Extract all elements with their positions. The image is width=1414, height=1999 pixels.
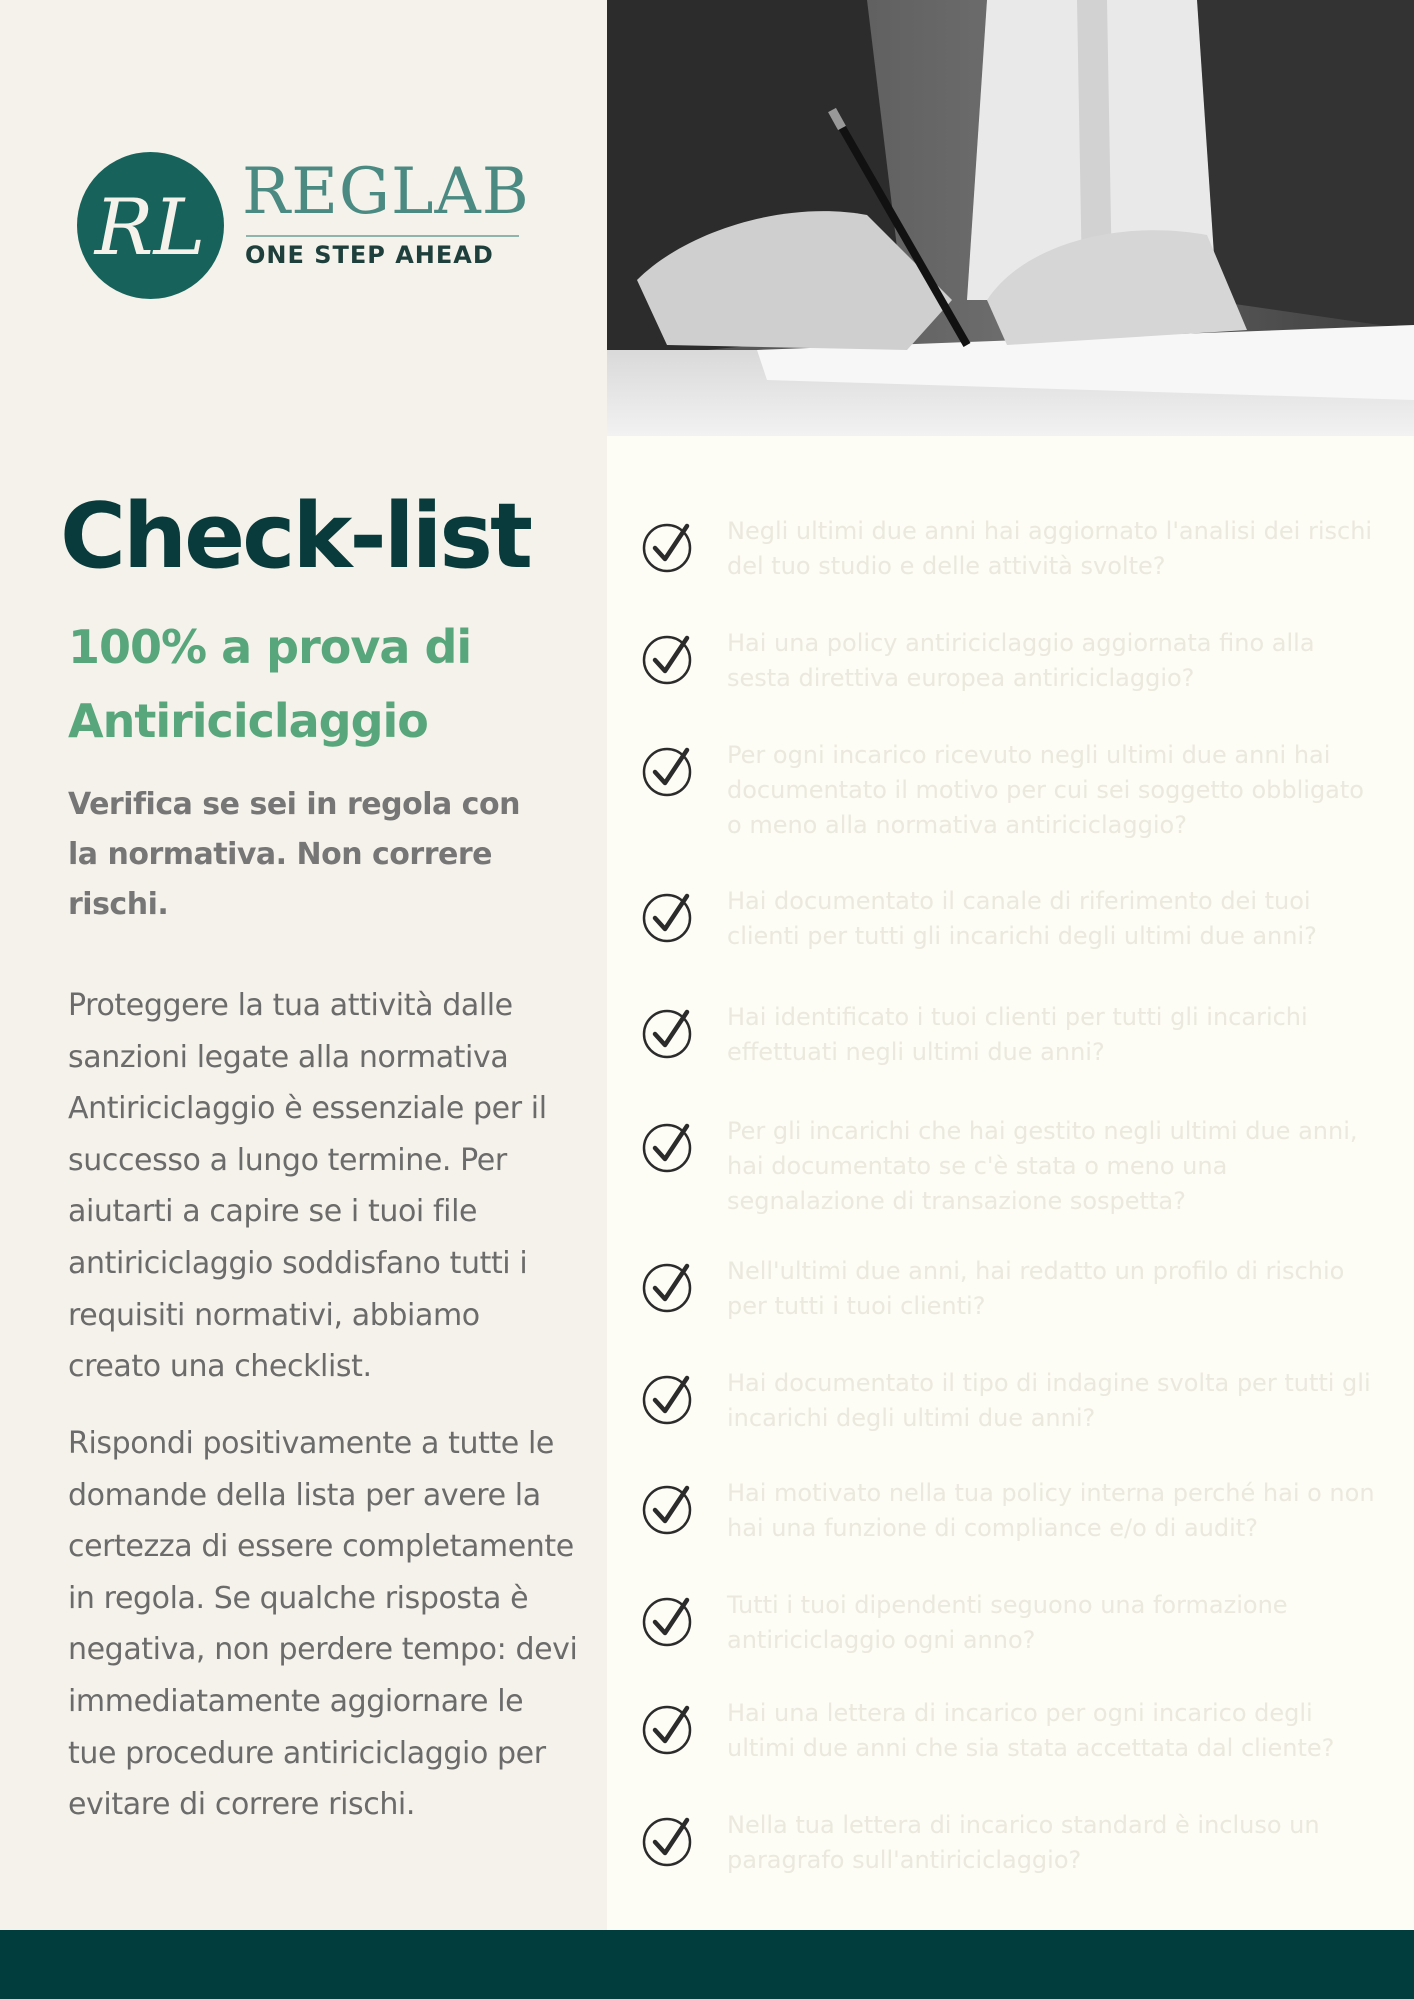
check-circle-icon: [641, 1700, 697, 1756]
brand-name: REGLAB: [242, 155, 530, 229]
check-circle-icon: [641, 630, 697, 686]
checklist-item-text: Per ogni incarico ricevuto negli ultimi due anni hai documentato il motivo per cui sei soggetto obbligato o meno alla normativa antiriciclaggio?: [727, 741, 1364, 839]
check-circle-icon: [641, 1370, 697, 1426]
checklist-item-text: Hai una policy antiriciclaggio aggiornata fino alla sesta direttiva europea antiriciclaggio?: [727, 629, 1315, 692]
brand-tagline: ONE STEP AHEAD: [245, 241, 494, 269]
instruction-paragraph: Rispondi positivamente a tutte le domande della lista per avere la certezza di essere completamente in regola. Se qualche risposta è negativa, non perdere tempo: devi immediatamente aggiornare le tue procedure antiriciclaggio per evitare di correre rischi.: [68, 1426, 578, 1823]
check-circle-icon: [641, 518, 697, 574]
page-title: Check-list: [60, 484, 531, 589]
logo-divider: [246, 235, 519, 237]
footer-bar: [0, 1930, 1414, 1999]
checklist-item-text: Per gli incarichi che hai gestito negli ultimi due anni, hai documentato se c'è stata o meno una segnalazione di transazione sospetta?: [727, 1117, 1358, 1215]
check-circle-icon: [641, 1118, 697, 1174]
checklist-item-text: Nell'ultimi due anni, hai redatto un profilo di rischio per tutti i tuoi clienti?: [727, 1257, 1345, 1320]
checklist: [607, 0, 1414, 1930]
checklist-item-text: Negli ultimi due anni hai aggiornato l'analisi dei rischi del tuo studio e delle attività svolte?: [727, 517, 1373, 580]
checklist-item-text: Hai documentato il tipo di indagine svolta per tutti gli incarichi degli ultimi due anni?: [727, 1369, 1371, 1432]
checklist-item-text: Hai una lettera di incarico per ogni incarico degli ultimi due anni che sia stata accettata dal cliente?: [727, 1699, 1335, 1762]
page-subtitle: 100% a prova di Antiriciclaggio: [68, 620, 472, 748]
checklist-item-text: Hai identificato i tuoi clienti per tutti gli incarichi effettuati negli ultimi due anni?: [727, 1003, 1308, 1066]
lead-text: Verifica se sei in regola con la normativa. Non correre rischi.: [68, 787, 520, 922]
check-circle-icon: [641, 1592, 697, 1648]
check-circle-icon: [641, 888, 697, 944]
svg-text:RL: RL: [94, 183, 206, 273]
checklist-item-text: Nella tua lettera di incarico standard è incluso un paragrafo sull'antiriciclaggio?: [727, 1811, 1320, 1874]
checklist-item-text: Tutti i tuoi dipendenti seguono una formazione antiriciclaggio ogni anno?: [727, 1591, 1288, 1654]
logo-monogram: [77, 152, 224, 299]
checklist-item-text: Hai motivato nella tua policy interna perché hai o non hai una funzione di compliance e/o di audit?: [727, 1479, 1375, 1542]
check-circle-icon: [641, 1812, 697, 1868]
check-circle-icon: [641, 1480, 697, 1536]
check-circle-icon: [641, 1258, 697, 1314]
right-panel: [607, 0, 1414, 1930]
check-circle-icon: [641, 1004, 697, 1060]
checklist-item-text: Hai documentato il canale di riferimento dei tuoi clienti per tutti gli incarichi degli ultimi due anni?: [727, 887, 1317, 950]
left-panel: [0, 0, 607, 1930]
check-circle-icon: [641, 742, 697, 798]
intro-paragraph: Proteggere la tua attività dalle sanzioni legate alla normativa Antiriciclaggio è essenziale per il successo a lungo termine. Per aiutarti a capire se i tuoi file antiriciclaggio soddisfano tutti i requisiti normativi, abbiamo creato una checklist.: [68, 988, 547, 1385]
